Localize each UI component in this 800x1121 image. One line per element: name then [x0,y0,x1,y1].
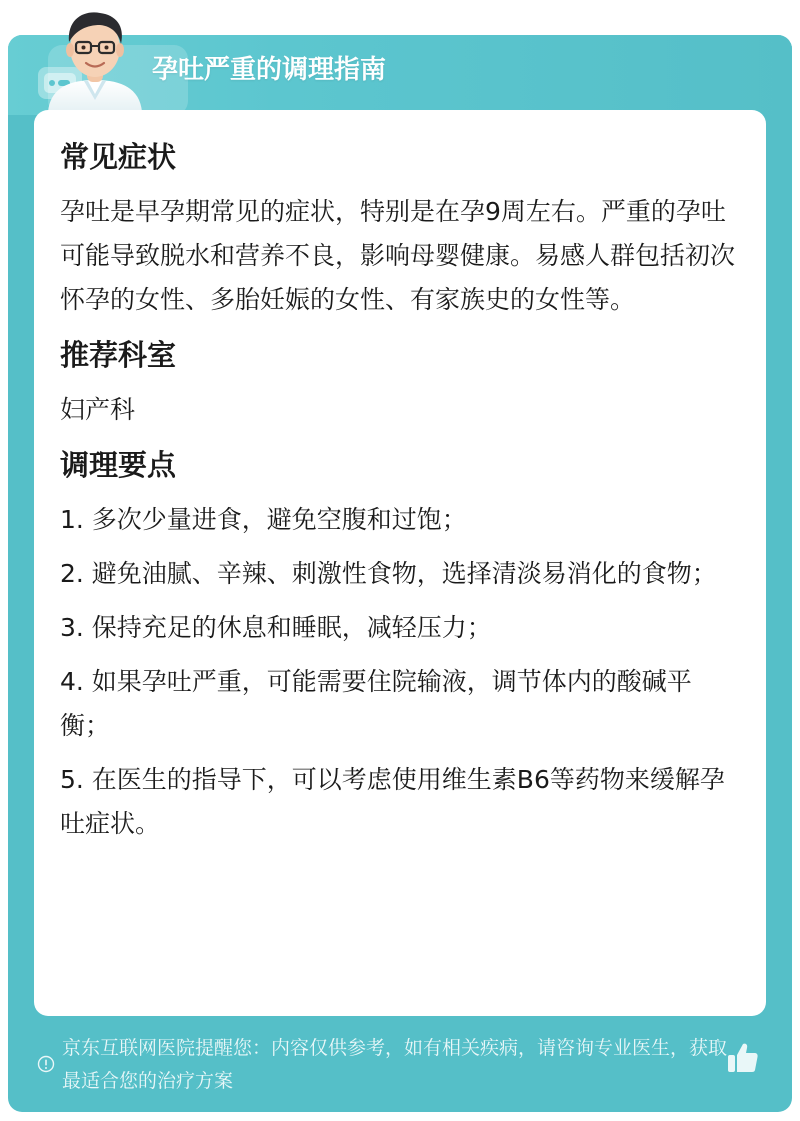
page-title: 孕吐严重的调理指南 [152,55,387,85]
department-heading: 推荐科室 [60,338,177,372]
symptoms-text: 孕吐是早孕期常见的症状，特别是在孕9周左右。严重的孕吐可能导致脱水和营养不良，影响母婴健康。易感人群包括初次怀孕的女性、多胎妊娠的女性、有家族史的女性等。 [60,197,736,314]
info-icon [37,1055,55,1073]
tip-item: 3. 保持充足的休息和睡眠，减轻压力； [60,613,492,642]
content-card [34,110,766,1016]
tips-heading: 调理要点 [60,448,177,482]
thumbs-up-icon[interactable] [724,1040,760,1076]
department-text: 妇产科 [60,395,136,424]
disclaimer-text: 京东互联网医院提醒您：内容仅供参考，如有相关疾病，请咨询专业医生，获取最适合您的治疗方案 [62,1037,728,1092]
tip-item: 4. 如果孕吐严重，可能需要住院输液，调节体内的酸碱平衡； [60,667,692,740]
footer [34,1028,766,1098]
tip-item: 2. 避免油腻、辛辣、刺激性食物，选择清淡易消化的食物； [60,559,717,588]
doctor-avatar-icon [40,4,150,112]
tip-item: 5. 在医生的指导下，可以考虑使用维生素B6等药物来缓解孕吐症状。 [60,765,725,838]
tips-list [60,498,740,846]
symptoms-heading: 常见症状 [60,140,177,174]
tip-item: 1. 多次少量进食，避免空腹和过饱； [60,505,467,534]
